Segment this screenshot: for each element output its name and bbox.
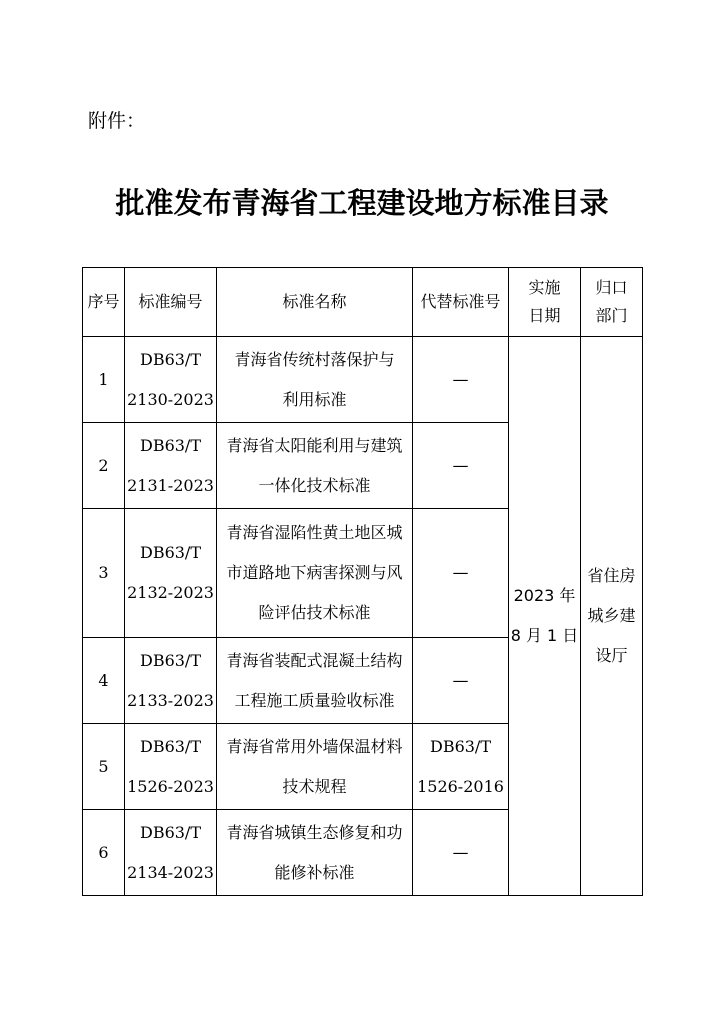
header-index: 序号 <box>83 268 125 337</box>
row-code-line1: DB63/T <box>139 435 201 455</box>
header-date <box>509 268 581 337</box>
row-code <box>125 724 217 810</box>
department <box>581 337 643 896</box>
row-index: 6 <box>83 810 125 896</box>
header-name: 标准名称 <box>217 268 413 337</box>
row-name-line: 能修补标准 <box>274 862 355 882</box>
row-name-line: 市道路地下病害探测与风 <box>226 563 403 582</box>
row-index: 2 <box>83 423 125 509</box>
row-name-line: 青海省传统村落保护与 <box>234 349 395 369</box>
row-code-line1: DB63/T <box>139 543 201 562</box>
row-replaces: — <box>413 337 509 423</box>
row-name <box>217 423 413 509</box>
row-replaces <box>413 724 509 810</box>
row-replaces: — <box>413 423 509 509</box>
row-code-line1: DB63/T <box>139 650 201 670</box>
row-name <box>217 724 413 810</box>
row-code <box>125 509 217 638</box>
row-replaces: — <box>413 509 509 638</box>
row-code-line1: DB63/T <box>139 736 201 756</box>
row-replaces-line1: DB63/T <box>429 736 491 756</box>
row-name <box>217 509 413 638</box>
row-code <box>125 810 217 896</box>
row-code-line2: 2132-2023 <box>127 583 214 602</box>
row-name <box>217 638 413 724</box>
row-code-line2: 2133-2023 <box>127 690 214 710</box>
row-replaces-line2: 1526-2016 <box>417 776 504 796</box>
row-index: 4 <box>83 638 125 724</box>
header-date-line2: 日期 <box>528 306 561 325</box>
implementation-date <box>509 337 581 896</box>
row-name-line: 青海省湿陷性黄土地区城 <box>226 523 403 542</box>
row-name-line: 青海省常用外墙保温材料 <box>226 736 403 756</box>
row-name-line: 险评估技术标准 <box>258 603 371 622</box>
table-header-row <box>83 268 643 337</box>
row-name-line: 青海省装配式混凝土结构 <box>226 650 403 670</box>
header-dept <box>581 268 643 337</box>
row-name-line: 青海省太阳能利用与建筑 <box>226 435 403 455</box>
attachment-label: 附件： <box>88 110 146 132</box>
row-code-line2: 2130-2023 <box>127 389 214 409</box>
department-line2: 城乡建 <box>587 606 636 625</box>
row-name-line: 工程施工质量验收标准 <box>234 690 395 710</box>
row-index: 5 <box>83 724 125 810</box>
row-index: 1 <box>83 337 125 423</box>
row-code-line2: 2131-2023 <box>127 475 214 495</box>
row-code-line2: 2134-2023 <box>127 862 214 882</box>
row-code-line2: 1526-2023 <box>127 776 214 796</box>
implementation-date-line2: 8 月 1 日 <box>510 626 579 645</box>
document-title: 批准发布青海省工程建设地方标准目录 <box>115 186 609 220</box>
row-replaces: — <box>413 810 509 896</box>
row-code <box>125 423 217 509</box>
row-name-line: 青海省城镇生态修复和功 <box>226 822 403 842</box>
row-code <box>125 337 217 423</box>
header-dept-line1: 归口 <box>595 278 628 297</box>
implementation-date-line1: 2023 年 <box>513 586 576 605</box>
row-name-line: 技术规程 <box>282 776 347 796</box>
header-code: 标准编号 <box>125 268 217 337</box>
row-code-line1: DB63/T <box>139 822 201 842</box>
row-replaces: — <box>413 638 509 724</box>
standards-table <box>82 267 643 896</box>
row-index: 3 <box>83 509 125 638</box>
row-name-line: 一体化技术标准 <box>258 475 371 495</box>
row-code-line1: DB63/T <box>139 349 201 369</box>
row-code <box>125 638 217 724</box>
row-name <box>217 810 413 896</box>
header-date-line1: 实施 <box>528 278 561 297</box>
row-name-line: 利用标准 <box>282 389 347 409</box>
header-replaces: 代替标准号 <box>413 268 509 337</box>
row-name <box>217 337 413 423</box>
table-row <box>83 337 643 423</box>
department-line3: 设厅 <box>595 646 628 665</box>
department-line1: 省住房 <box>587 566 636 585</box>
header-dept-line2: 部门 <box>595 306 628 325</box>
